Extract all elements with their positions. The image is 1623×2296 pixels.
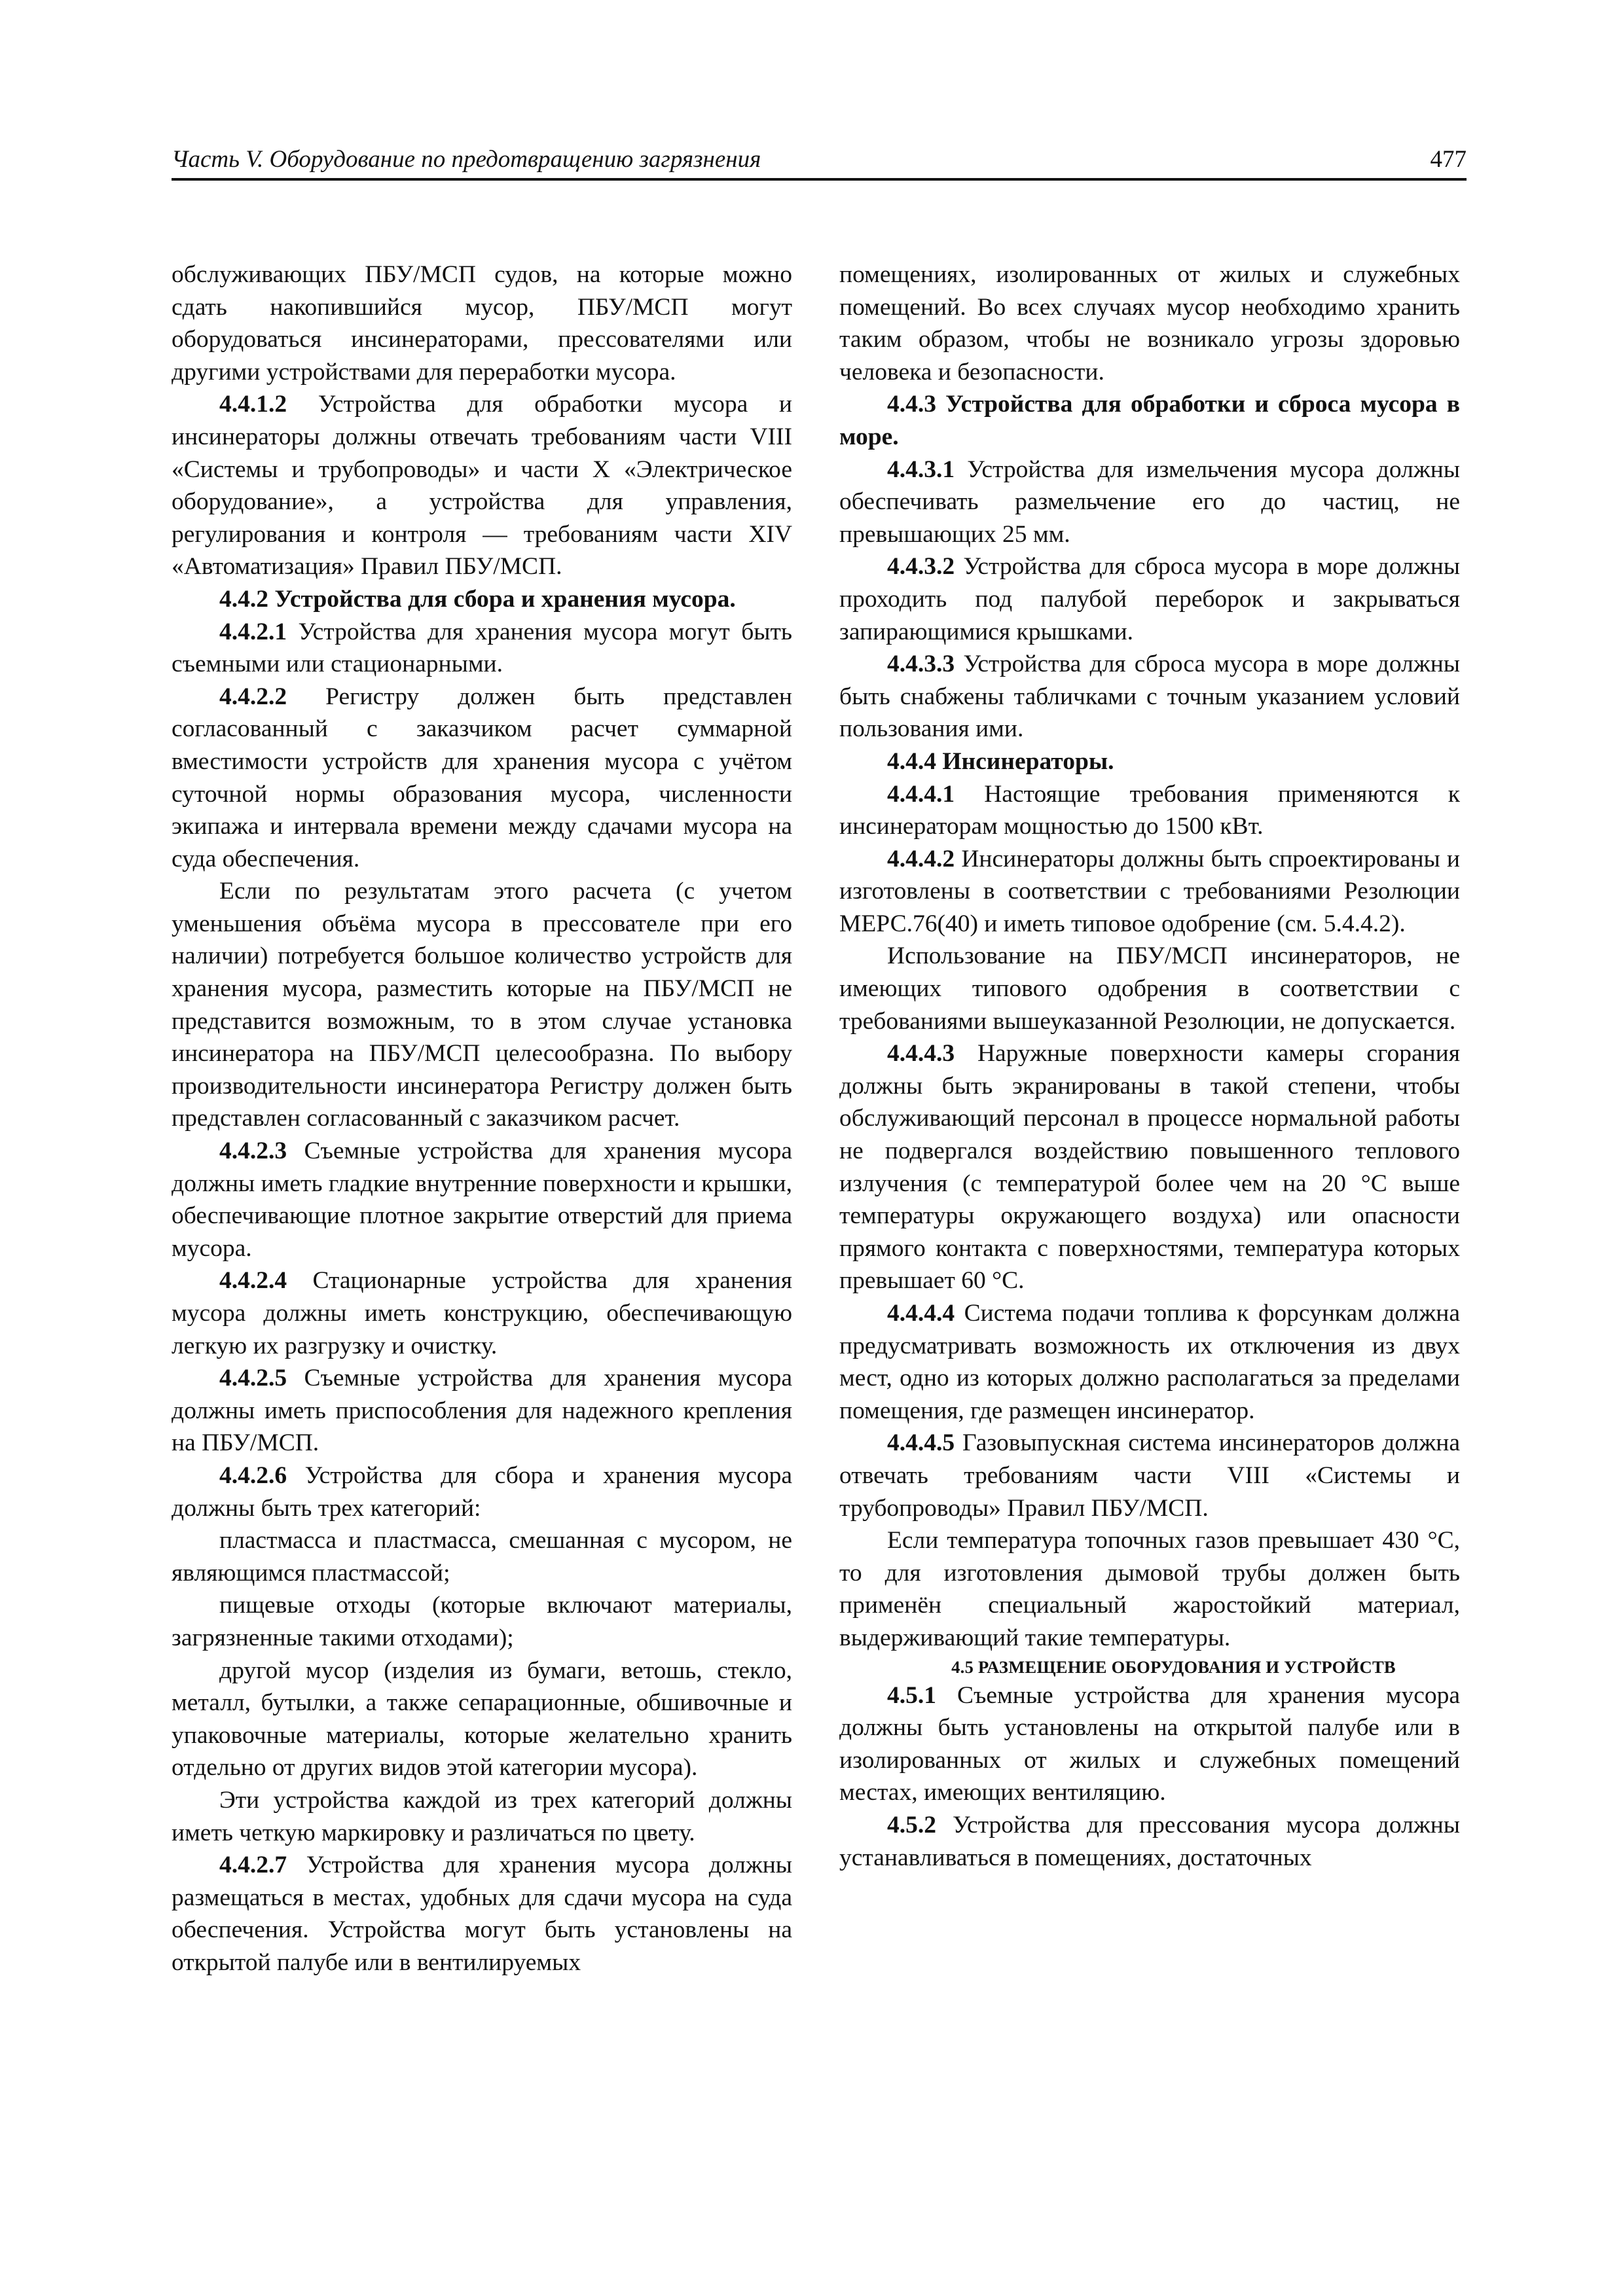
paragraph <box>172 1784 792 1849</box>
paragraph <box>172 1460 792 1524</box>
paragraph <box>172 1135 792 1265</box>
paragraph <box>172 1655 792 1784</box>
paragraph <box>839 1809 1460 1874</box>
paragraph <box>172 1265 792 1362</box>
clause-number: 4.4.3.2 <box>887 553 955 581</box>
clause-number: 4.4.4.1 <box>887 780 955 808</box>
paragraph-text: Устройства для прессования мусора должны устанавливаться в помещениях, достаточных <box>839 1811 1460 1871</box>
clause-number: 4.4.2.7 <box>219 1852 287 1879</box>
paragraph-text: Газовыпускная система инсинераторов должна отвечать требованиям части VIII «Системы и трубопроводы» Правил ПБУ/МСП. <box>839 1429 1460 1522</box>
paragraph-text: Устройства для обработки мусора и инсинераторы должны отвечать требованиям части VIII «Системы и трубопроводы» и части X «Электрическое оборудование», а устройства для управления, регулирования и контроля — требованиям части XIV «Автоматизация» Правил ПБУ/МСП. <box>172 391 792 581</box>
paragraph-text: Стационарные устройства для хранения мусора должны иметь конструкцию, обеспечивающую легкую их разгрузку и очистку. <box>172 1267 792 1359</box>
paragraph-text: Съемные устройства для хранения мусора должны быть установлены на открытой палубе или в изолированных от жилых и служебных помещений местах, имеющих вентиляцию. <box>839 1681 1460 1806</box>
paragraph <box>172 388 792 583</box>
clause-number: 4.4.2.3 <box>219 1138 287 1165</box>
paragraph-text: Устройства для измельчения мусора должны обеспечивать размельчение его до частиц, не превышающих 25 мм. <box>839 456 1460 548</box>
clause-number: 4.5.1 <box>887 1681 936 1709</box>
paragraph <box>839 454 1460 551</box>
paragraph-text: Регистру должен быть представлен согласованный с заказчиком расчет суммарной вместимости устройств для хранения мусора с учётом суточной нормы образования мусора, численности экипажа и интервала времени между сдачами мусора на суда обеспечения. <box>172 683 792 872</box>
paragraph-text: Система подачи топлива к форсункам должна предусматривать возможность их отключения из двух мест, одно из которых должно располагаться за пределами помещения, где размещен инсинератор. <box>839 1300 1460 1424</box>
clause-number: 4.4.4.4 <box>887 1300 955 1327</box>
paragraph <box>839 1524 1460 1654</box>
left-column <box>172 259 792 1979</box>
subsection-heading: 4.4.3 Устройства для обработки и сброса мусора в море. <box>839 391 1460 450</box>
clause-number: 4.4.4.5 <box>887 1429 955 1457</box>
subsection-heading: 4.4.4 Инсинераторы. <box>887 747 1114 775</box>
paragraph <box>839 648 1460 745</box>
paragraph <box>839 1297 1460 1427</box>
paragraph <box>172 681 792 876</box>
paragraph-text: другой мусор (изделия из бумаги, ветошь, стекло, металл, бутылки, а также сепарационные, обшивочные и упаковочные материалы, которые желательно хранить отдельно от других видов этой категории мусора). <box>172 1657 792 1782</box>
paragraph-continuation: обслуживающих ПБУ/МСП судов, на которые можно сдать накопившийся мусор, ПБУ/МСП могут оборудоваться инсинераторами, прессователями или другими устройствами для переработки мусора. <box>172 261 792 386</box>
section-heading: 4.5 РАЗМЕЩЕНИЕ ОБОРУДОВАНИЯ И УСТРОЙСТВ <box>951 1657 1396 1677</box>
paragraph-text: Устройства для хранения мусора могут быть съемными или стационарными. <box>172 618 792 678</box>
clause-number: 4.4.2.4 <box>219 1267 287 1295</box>
paragraph <box>172 875 792 1135</box>
clause-number: 4.4.2.1 <box>219 618 287 645</box>
clause-number: 4.4.2.6 <box>219 1462 287 1489</box>
right-column <box>839 259 1460 1874</box>
paragraph-text: Съемные устройства для хранения мусора должны иметь приспособления для надежного крепления на ПБУ/МСП. <box>172 1365 792 1457</box>
paragraph-text: пищевые отходы (которые включают материалы, загрязненные такими отходами); <box>172 1592 792 1651</box>
paragraph-text: Эти устройства каждой из трех категорий должны иметь четкую маркировку и различаться по цвету. <box>172 1786 792 1846</box>
paragraph-text: Если по результатам этого расчета (с учетом уменьшения объёма мусора в прессователе при его наличии) потребуется большое количество устройств для хранения мусора, разместить которые на ПБУ/МСП не представится возможным, то в этом случае установка инсинератора на ПБУ/МСП целесообразна. По выбору производительности инсинератора Регистру должен быть представлен согласованный с заказчиком расчет. <box>172 878 792 1132</box>
clause-number: 4.4.3.1 <box>887 456 955 483</box>
paragraph <box>839 778 1460 843</box>
paragraph <box>172 1589 792 1654</box>
paragraph-text: Настоящие требования применяются к инсинераторам мощностью до 1500 кВт. <box>839 780 1460 840</box>
paragraph <box>839 940 1460 1037</box>
paragraph <box>839 843 1460 941</box>
running-header-title: Часть V. Оборудование по предотвращению загрязнения <box>172 146 761 173</box>
paragraph-text: Устройства для сбора и хранения мусора должны быть трех категорий: <box>172 1462 792 1522</box>
paragraph <box>839 1037 1460 1297</box>
page-number: 477 <box>1430 146 1467 173</box>
clause-number: 4.4.4.2 <box>887 845 955 872</box>
clause-number: 4.4.3.3 <box>887 651 955 678</box>
paragraph <box>172 616 792 681</box>
paragraph-text: Устройства для сброса мусора в море должны проходить под палубой переборок и закрываться запирающимися крышками. <box>839 553 1460 645</box>
paragraph-text: Съемные устройства для хранения мусора должны иметь гладкие внутренние поверхности и крышки, обеспечивающие плотное закрытие отверстий для приема мусора. <box>172 1138 792 1262</box>
paragraph-text: Использование на ПБУ/МСП инсинераторов, не имеющих типового одобрения в соответствии с требованиями вышеуказанной Резолюции, не допускается. <box>839 942 1460 1035</box>
paragraph-continuation: помещениях, изолированных от жилых и служебных помещений. Во всех случаях мусор необходимо хранить таким образом, чтобы не возникало угрозы здоровью человека и безопасности. <box>839 261 1460 386</box>
clause-number: 4.4.2.5 <box>219 1365 287 1392</box>
paragraph-text: Инсинераторы должны быть спроектированы и изготовлены в соответствии с требованиями Резолюции МЕРС.76(40) и иметь типовое одобрение (см. 5.4.4.2). <box>839 845 1460 937</box>
paragraph <box>839 550 1460 648</box>
subsection-heading: 4.4.2 Устройства для сбора и хранения мусора. <box>219 585 736 613</box>
clause-number: 4.5.2 <box>887 1811 936 1839</box>
paragraph-text: Устройства для сброса мусора в море должны быть снабжены табличками с точным указанием условий пользования ими. <box>839 651 1460 743</box>
paragraph <box>839 1679 1460 1809</box>
clause-number: 4.4.4.3 <box>887 1040 955 1067</box>
header-rule <box>172 178 1467 181</box>
paragraph <box>172 1849 792 1979</box>
clause-number: 4.4.2.2 <box>219 683 287 710</box>
paragraph-text: Устройства для хранения мусора должны размещаться в местах, удобных для сдачи мусора на суда обеспечения. Устройства могут быть установлены на открытой палубе или в вентилируемых <box>172 1852 792 1976</box>
paragraph-text: пластмасса и пластмасса, смешанная с мусором, не являющимся пластмассой; <box>172 1527 792 1587</box>
paragraph <box>172 1362 792 1460</box>
paragraph <box>839 1427 1460 1524</box>
paragraph-text: Если температура топочных газов превышает 430 °С, то для изготовления дымовой трубы должен быть применён специальный жаростойкий материал, выдерживающий такие температуры. <box>839 1527 1460 1651</box>
paragraph-text: Наружные поверхности камеры сгорания должны быть экранированы в такой степени, чтобы обслуживающий персонал в процессе нормальной работы не подвергался воздействию повышенного теплового излучения (с температурой более чем на 20 °С выше температуры окружающего воздуха) или опасности прямого контакта с поверхностями, температура которых превышает 60 °С. <box>839 1040 1460 1295</box>
running-header <box>172 145 1467 178</box>
clause-number: 4.4.1.2 <box>219 391 287 418</box>
paragraph <box>172 1524 792 1589</box>
